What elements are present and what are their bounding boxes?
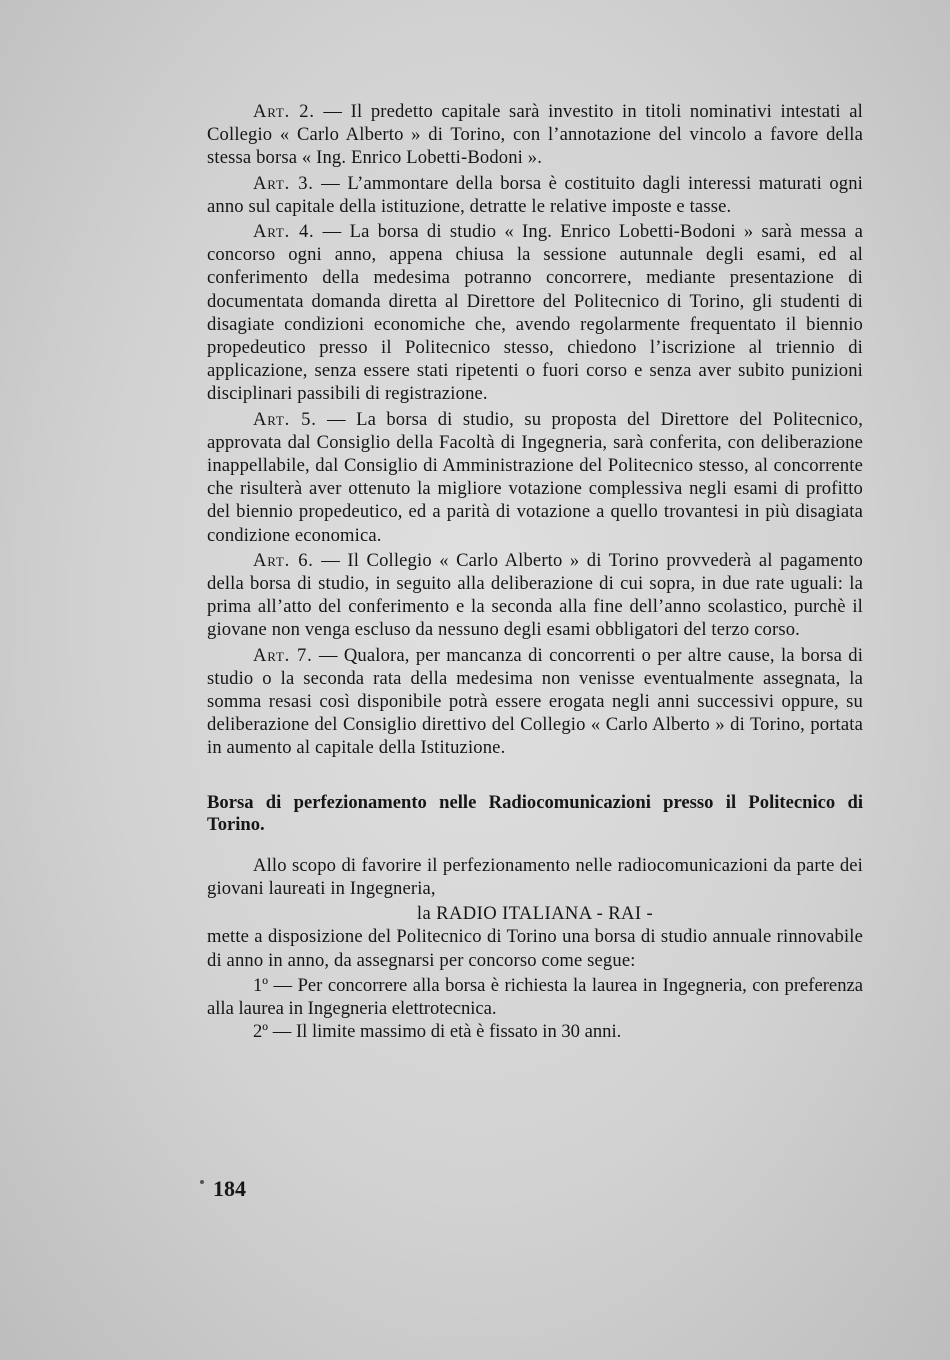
article-text: — L’ammontare della borsa è costituito dagli interessi maturati ogni anno sul capitale della istituzione, detratte le relative imposte e tasse. (207, 172, 863, 217)
article-text: — La borsa di studio « Ing. Enrico Lobetti-Bodoni » sarà messa a concorso ogni anno, appena chiusa la sessione autunnale degli esami, ed al conferimento della medesima potranno concorrere, mediante presentazione di documentata domanda diretta al Direttore del Politecnico di Torino, gli studenti di disagiate condizioni economiche che, avendo regolarmente frequentato il biennio propedeutico presso il Politecnico stesso, chiedono l’iscrizione al triennio di applicazione, senza essere stati ripetenti o fuori corso e senza aver subito punizioni disciplinari passibili di registrazione. (207, 221, 863, 405)
article-text: — Il Collegio « Carlo Alberto » di Torino provvederà al pagamento della borsa di studio, in seguito alla deliberazione di cui sopra, in due rate uguali: la prima all’atto del conferimento e la seconda alla fine dell’anno scolastico, purchè il giovane non venga escluso da nessuno degli esami obbligatori del terzo corso. (207, 549, 864, 641)
article-label: Art. 7. (253, 644, 313, 666)
margin-dot (200, 1180, 204, 1184)
item-text: — Il limite massimo di età è fissato in 30 anni. (268, 1021, 622, 1043)
section-body: mette a disposizione del Politecnico di Torino una borsa di studio annuale rinnovabile di anno in anno, da assegnarsi per concorso come segue: (207, 926, 863, 971)
article-label: Art. 2. (253, 101, 315, 122)
requirement-2 (207, 1020, 863, 1043)
article-label: Art. 5. (253, 408, 317, 430)
article-text: — La borsa di studio, su proposta del Direttore del Politecnico, approvata dal Consiglio della Facoltà di Ingegneria, sarà conferita, con deliberazione inappellabile, dal Consiglio di Amministrazione del Politecnico stesso, al concorrente che risulterà aver ottenuto la migliore votazione complessiva negli esami di profitto del biennio propedeutico, ed a parità di votazione a quello trovantesi in più disagiata condizione economica. (207, 408, 864, 546)
article-7 (207, 644, 863, 760)
article-6 (207, 549, 863, 642)
section-heading: Borsa di perfezionamento nelle Radiocomunicazioni presso il Politecnico di Torino. (207, 791, 863, 835)
article-2 (207, 100, 863, 170)
article-text: — Qualora, per mancanza di concorrenti o per altre cause, la borsa di studio o la seconda rata della medesima non venisse eventualmente assegnata, la somma resasi così disponibile potrà essere erogata negli anni successivi oppure, su deliberazione del Consiglio direttivo del Collegio « Carlo Alberto » di Torino, portata in aumento al capitale della Istituzione. (207, 644, 864, 759)
organization-name: la RADIO ITALIANA - RAI - (416, 903, 654, 925)
article-label: Art. 4. (253, 221, 315, 243)
section-intro: Allo scopo di favorire il perfezionamento nelle radiocomunicazioni da parte dei giovani laureati in Ingegneria, (207, 854, 863, 899)
item-text: — Per concorrere alla borsa è richiesta la laurea in Ingegneria, con preferenza alla laurea in Ingegneria elettrotecnica. (207, 974, 863, 1019)
article-text: — Il predetto capitale sarà investito in titoli nominativi intestati al Collegio « Carlo Alberto » di Torino, con l’annotazione del vincolo a favore della stessa borsa « Ing. Enrico Lobetti-Bodoni ». (207, 101, 863, 169)
article-3 (207, 172, 863, 218)
article-5 (207, 408, 863, 547)
article-label: Art. 3. (253, 172, 314, 194)
item-number: 2º (253, 1021, 269, 1043)
item-number: 1º (253, 974, 269, 996)
article-4 (207, 220, 863, 406)
article-label: Art. 6. (253, 549, 314, 571)
page-number: 184 (213, 1176, 246, 1201)
body-text (207, 100, 863, 1043)
requirement-1 (207, 974, 863, 1020)
